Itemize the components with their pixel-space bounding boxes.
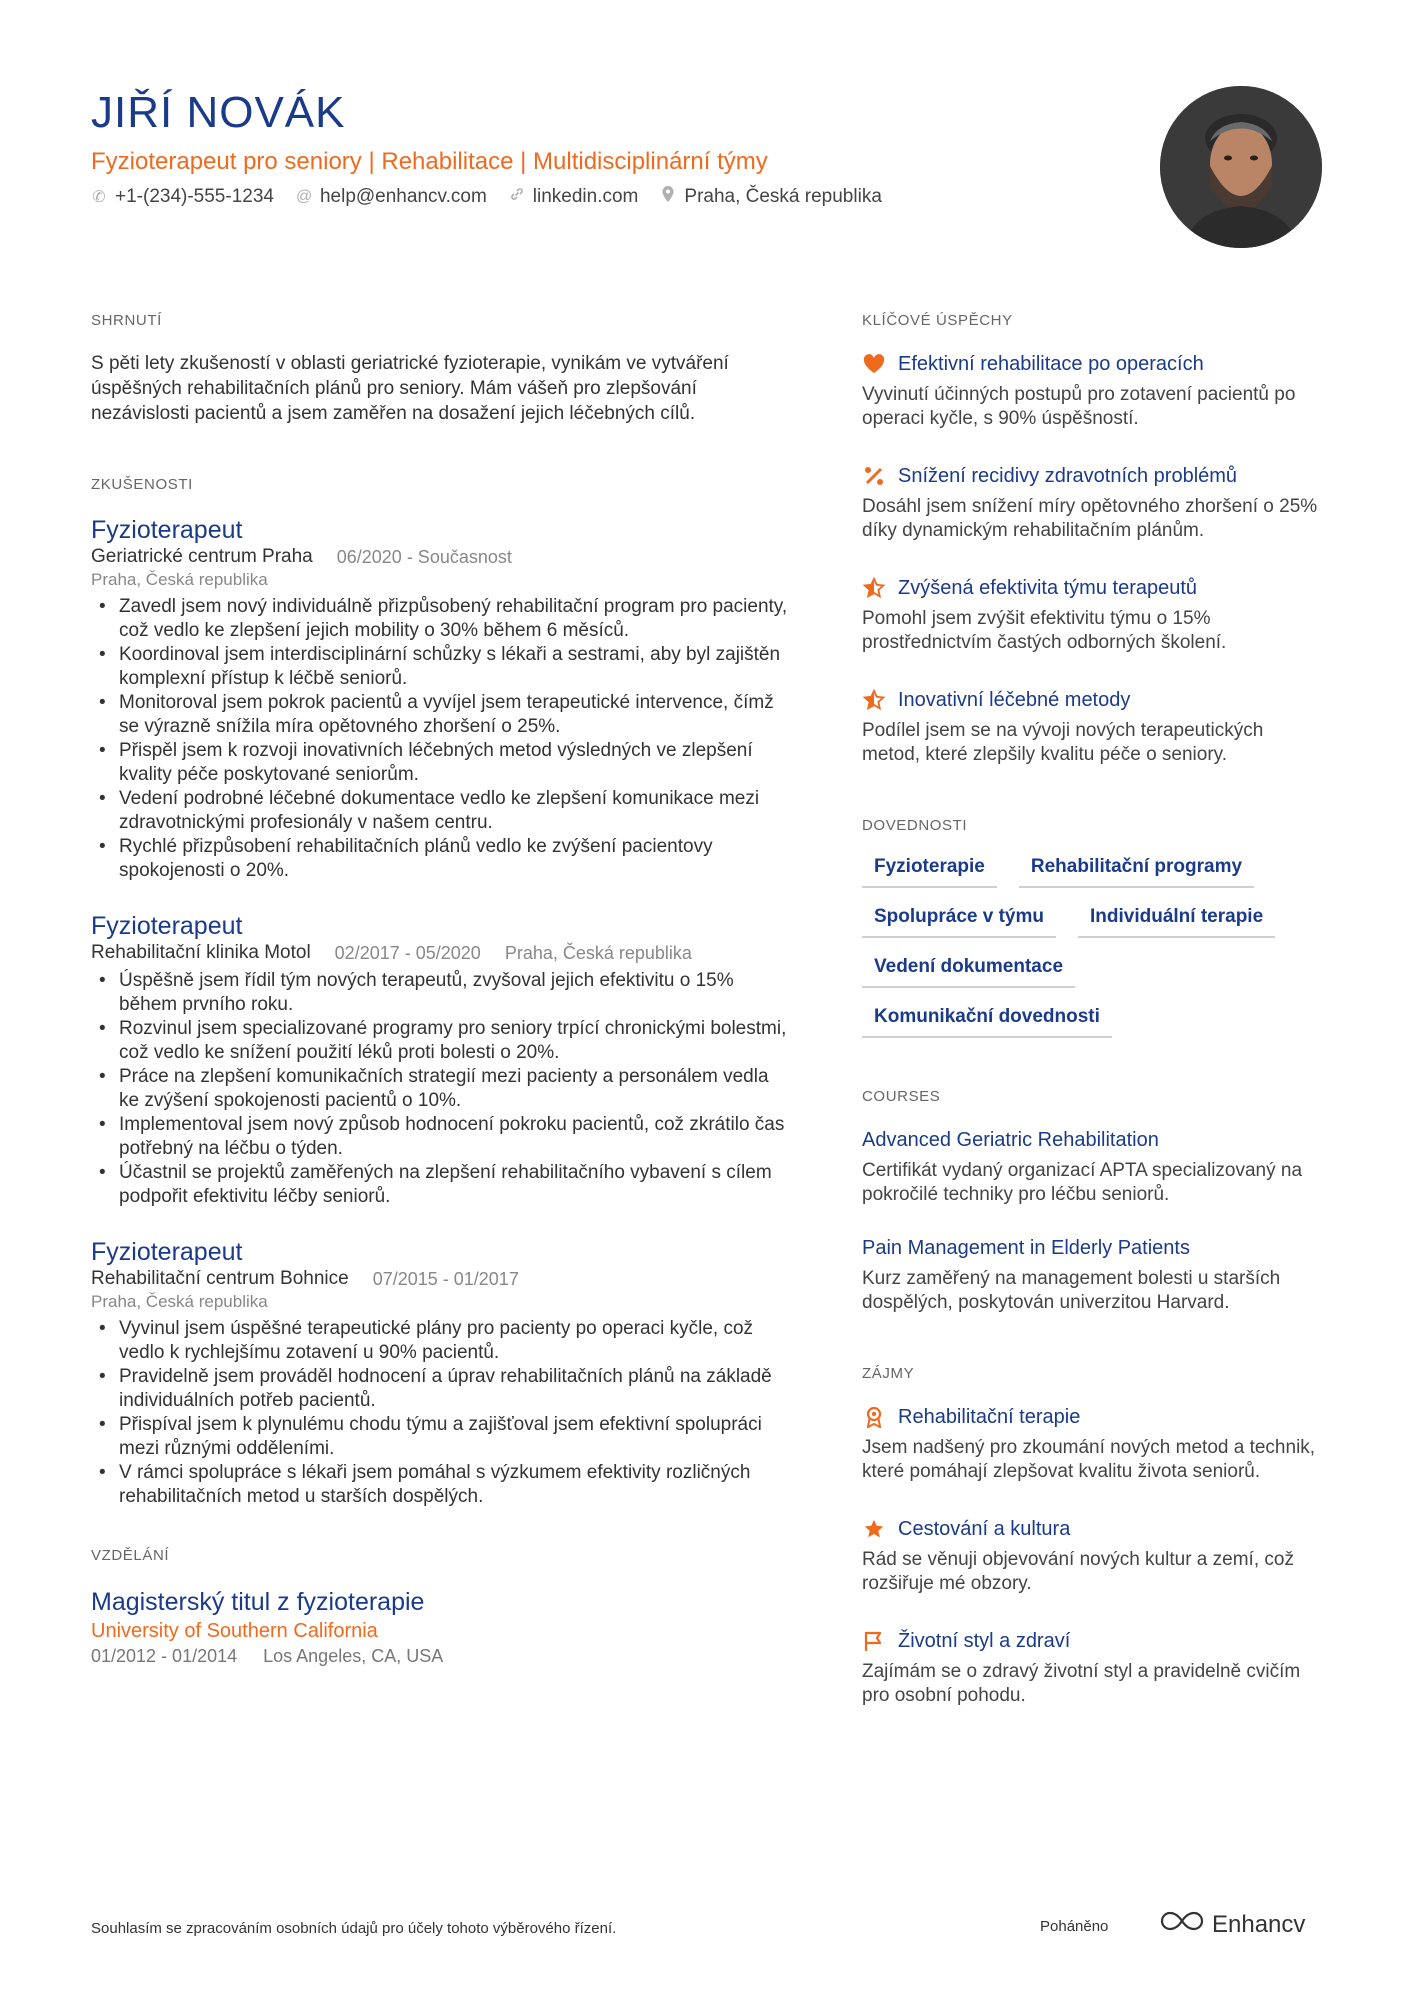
contact-email bbox=[296, 185, 487, 208]
bullet-item: • Přispíval jsem k plynulému chodu týmu a zajišťoval jsem efektivní spolupráci mezi různými odděleními. bbox=[91, 1413, 791, 1461]
contact-location bbox=[660, 185, 882, 208]
summary-heading: SHRNUTÍ bbox=[91, 312, 162, 329]
achievement-item bbox=[862, 575, 1322, 655]
interest-desc: Jsem nadšený pro zkoumání nových metod a technik, které pomáhají zlepšovat kvalitu života seniorů. bbox=[862, 1437, 1316, 1482]
location-icon bbox=[660, 185, 676, 208]
job-meta bbox=[91, 941, 791, 965]
achievement-desc: Pomohl jsem zvýšit efektivitu týmu o 15% prostřednictvím častých odborných školení. bbox=[862, 608, 1227, 653]
achievement-title: Inovativní léčebné metody bbox=[898, 689, 1131, 711]
interest-title: Rehabilitační terapie bbox=[898, 1406, 1081, 1428]
at-icon: @ bbox=[295, 187, 313, 205]
job-company: Geriatrické centrum Praha bbox=[91, 546, 313, 567]
job-dates: 07/2015 - 01/2017 bbox=[372, 1269, 519, 1289]
brand-logo bbox=[1160, 1910, 1305, 1939]
bullet-item: • Zavedl jsem nový individuálně přizpůsobený rehabilitační program pro pacienty, což vedlo ke zlepšení jejich mobility o 30% během 6 měsíců. bbox=[91, 595, 791, 643]
job-company: Rehabilitační centrum Bohnice bbox=[91, 1268, 349, 1289]
skills-heading: DOVEDNOSTI bbox=[862, 817, 968, 834]
candidate-name: JIŘÍ NOVÁK bbox=[91, 88, 346, 137]
interest-item bbox=[862, 1516, 1322, 1596]
course-desc: Kurz zaměřený na management bolesti u starších dospělých, poskytován univerzitou Harvard. bbox=[862, 1268, 1281, 1313]
education-school: University of Southern California bbox=[91, 1620, 378, 1642]
summary-text: S pěti lety zkušeností v oblasti geriatrické fyzioterapie, vynikám ve vytváření úspěšných rehabilitačních plánů pro seniory. Mám vášeň pro zlepšování nezávislosti pacientů a jsem zaměřen na dosažení jejich léčebných cílů. bbox=[91, 353, 729, 424]
education-heading: VZDĚLÁNÍ bbox=[91, 1547, 170, 1564]
job-location: Praha, Česká republika bbox=[504, 943, 692, 963]
bullet-item: • Přispěl jsem k rozvoji inovativních léčebných metod výsledných ve zlepšení kvality péče poskytované seniorům. bbox=[91, 739, 791, 787]
job-location: Praha, Česká republika bbox=[91, 570, 268, 589]
linkedin-text: linkedin.com bbox=[532, 185, 639, 207]
heart-icon bbox=[862, 352, 886, 376]
job-title: Fyzioterapeut bbox=[91, 912, 243, 940]
education-degree: Magisterský titul z fyzioterapie bbox=[91, 1588, 425, 1616]
contact-linkedin bbox=[509, 185, 639, 208]
phone-icon: ✆ bbox=[92, 188, 106, 206]
job-meta bbox=[91, 545, 791, 569]
job-entry bbox=[91, 515, 791, 883]
headline: Fyzioterapeut pro seniory | Rehabilitace | Multidisciplinární týmy bbox=[91, 148, 768, 175]
bullet-item: • Implementoval jsem nový způsob hodnocení pokroku pacientů, což zkrátilo čas potřebný na léčbu o týden. bbox=[91, 1113, 791, 1161]
job-location: Praha, Česká republika bbox=[91, 1292, 268, 1311]
job-dates: 02/2017 - 05/2020 bbox=[334, 943, 481, 963]
achievement-title: Snížení recidivy zdravotních problémů bbox=[898, 465, 1238, 487]
job-bullets bbox=[91, 595, 791, 883]
powered-by-label: Poháněno bbox=[1040, 1918, 1109, 1935]
course-title: Advanced Geriatric Rehabilitation bbox=[862, 1129, 1159, 1151]
bullet-item: • V rámci spolupráce s lékaři jsem pomáhal s výzkumem efektivity rozličných rehabilitačních metod u starších dospělých. bbox=[91, 1461, 791, 1509]
interest-item bbox=[862, 1628, 1322, 1708]
job-meta bbox=[91, 1267, 791, 1291]
job-company: Rehabilitační klinika Motol bbox=[91, 942, 311, 963]
course-title: Pain Management in Elderly Patients bbox=[862, 1237, 1190, 1259]
brand-name: Enhancv bbox=[1212, 1910, 1306, 1938]
interests-heading: ZÁJMY bbox=[862, 1365, 915, 1382]
achievements-heading: KLÍČOVÉ ÚSPĚCHY bbox=[862, 312, 1013, 329]
left-column bbox=[91, 312, 791, 1668]
bullet-item: • Rychlé přizpůsobení rehabilitačních plánů vedlo ke zvýšení pacientovy spokojenosti o 20%. bbox=[91, 835, 791, 883]
bullet-item: • Účastnil se projektů zaměřených na zlepšení rehabilitačního vybavení s cílem podpořit efektivitu léčby seniorů. bbox=[91, 1161, 791, 1209]
interest-title: Cestování a kultura bbox=[898, 1518, 1071, 1540]
education-meta bbox=[91, 1644, 791, 1668]
bullet-item: • Rozvinul jsem specializované programy pro seniory trpící chronickými bolestmi, což vedlo ke snížení použití léků proti bolesti o 20%. bbox=[91, 1017, 791, 1065]
job-dates: 06/2020 - Současnost bbox=[336, 547, 512, 567]
email-text: help@enhancv.com bbox=[319, 185, 487, 207]
bullet-item: • Pravidelně jsem prováděl hodnocení a úprav rehabilitačních plánů na základě individuálních potřeb pacientů. bbox=[91, 1365, 791, 1413]
course-desc: Certifikát vydaný organizací APTA specializovaný na pokročilé techniky pro léčbu seniorů. bbox=[862, 1160, 1303, 1205]
bullet-item: • Monitoroval jsem pokrok pacientů a vyvíjel jsem terapeutické intervence, čímž se výrazně snížila míra opětovného zhoršení o 25%. bbox=[91, 691, 791, 739]
experience-heading: ZKUŠENOSTI bbox=[91, 476, 193, 493]
right-column bbox=[862, 312, 1322, 1740]
interest-desc: Zajímám se o zdravý životní styl a pravidelně cvičím pro osobní pohodu. bbox=[862, 1661, 1301, 1706]
job-bullets bbox=[91, 1317, 791, 1509]
interest-item bbox=[862, 1404, 1322, 1484]
skill-tag: Individuální terapie bbox=[1078, 906, 1275, 938]
skill-tag: Vedení dokumentace bbox=[862, 956, 1075, 988]
skill-tag: Rehabilitační programy bbox=[1019, 856, 1254, 888]
achievement-item bbox=[862, 463, 1322, 543]
achievement-item bbox=[862, 687, 1322, 767]
job-entry bbox=[91, 1237, 791, 1509]
courses-heading: COURSES bbox=[862, 1088, 941, 1105]
bullet-item: • Práce na zlepšení komunikačních strategií mezi pacienty a personálem vedla ke zvýšení spokojenosti pacientů o 10%. bbox=[91, 1065, 791, 1113]
bullet-item: • Úspěšně jsem řídil tým nových terapeutů, zvyšoval jejich efektivitu o 15% během prvního roku. bbox=[91, 969, 791, 1017]
achievement-title: Efektivní rehabilitace po operacích bbox=[898, 353, 1204, 375]
course-item bbox=[862, 1235, 1322, 1315]
achievement-item bbox=[862, 351, 1322, 431]
bullet-item: • Vyvinul jsem úspěšné terapeutické plány pro pacienty po operaci kyčle, což vedlo k rychlejšímu zotavení u 90% pacientů. bbox=[91, 1317, 791, 1365]
interest-title: Životní styl a zdraví bbox=[898, 1630, 1071, 1652]
flag-icon bbox=[862, 1629, 886, 1653]
enhancv-logo-icon bbox=[1160, 1910, 1204, 1939]
skill-tag: Komunikační dovednosti bbox=[862, 1006, 1112, 1038]
star-half-icon bbox=[862, 576, 886, 600]
skills-list bbox=[862, 856, 1322, 1038]
award-icon bbox=[862, 1405, 886, 1429]
job-title: Fyzioterapeut bbox=[91, 1238, 243, 1266]
consent-note: Souhlasím se zpracováním osobních údajů pro účely tohoto výběrového řízení. bbox=[91, 1920, 617, 1937]
profile-photo bbox=[1160, 86, 1322, 248]
star-icon bbox=[862, 1517, 886, 1541]
interest-desc: Rád se věnuji objevování nových kultur a zemí, což rozšiřuje mé obzory. bbox=[862, 1549, 1294, 1594]
education-location: Los Angeles, CA, USA bbox=[263, 1646, 444, 1666]
phone-text: +1-(234)-555-1234 bbox=[115, 185, 274, 207]
course-item bbox=[862, 1127, 1322, 1207]
bullet-item: • Vedení podrobné léčebné dokumentace vedlo ke zlepšení komunikace mezi zdravotnickými profesionály v našem centru. bbox=[91, 787, 791, 835]
job-title: Fyzioterapeut bbox=[91, 516, 243, 544]
skill-tag: Spolupráce v týmu bbox=[862, 906, 1056, 938]
job-entry bbox=[91, 911, 791, 1209]
education-dates: 01/2012 - 01/2014 bbox=[91, 1646, 238, 1666]
star-half-icon bbox=[862, 688, 886, 712]
contact-bar bbox=[91, 185, 882, 208]
percent-icon bbox=[862, 464, 886, 488]
job-bullets bbox=[91, 969, 791, 1209]
skill-tag: Fyzioterapie bbox=[862, 856, 997, 888]
achievement-title: Zvýšená efektivita týmu terapeutů bbox=[898, 577, 1198, 599]
achievement-desc: Podílel jsem se na vývoji nových terapeutických metod, které zlepšily kvalitu péče o seniory. bbox=[862, 720, 1264, 765]
achievement-desc: Dosáhl jsem snížení míry opětovného zhoršení o 25% díky dynamickým rehabilitačním plánům. bbox=[862, 496, 1318, 541]
location-text: Praha, Česká republika bbox=[684, 185, 882, 207]
bullet-item: • Koordinoval jsem interdisciplinární schůzky s lékaři a sestrami, aby byl zajištěn komplexní přístup k léčbě seniorů. bbox=[91, 643, 791, 691]
achievement-desc: Vyvinutí účinných postupů pro zotavení pacientů po operaci kyčle, s 90% úspěšností. bbox=[862, 384, 1296, 429]
link-icon bbox=[509, 186, 525, 207]
contact-phone bbox=[91, 185, 274, 208]
